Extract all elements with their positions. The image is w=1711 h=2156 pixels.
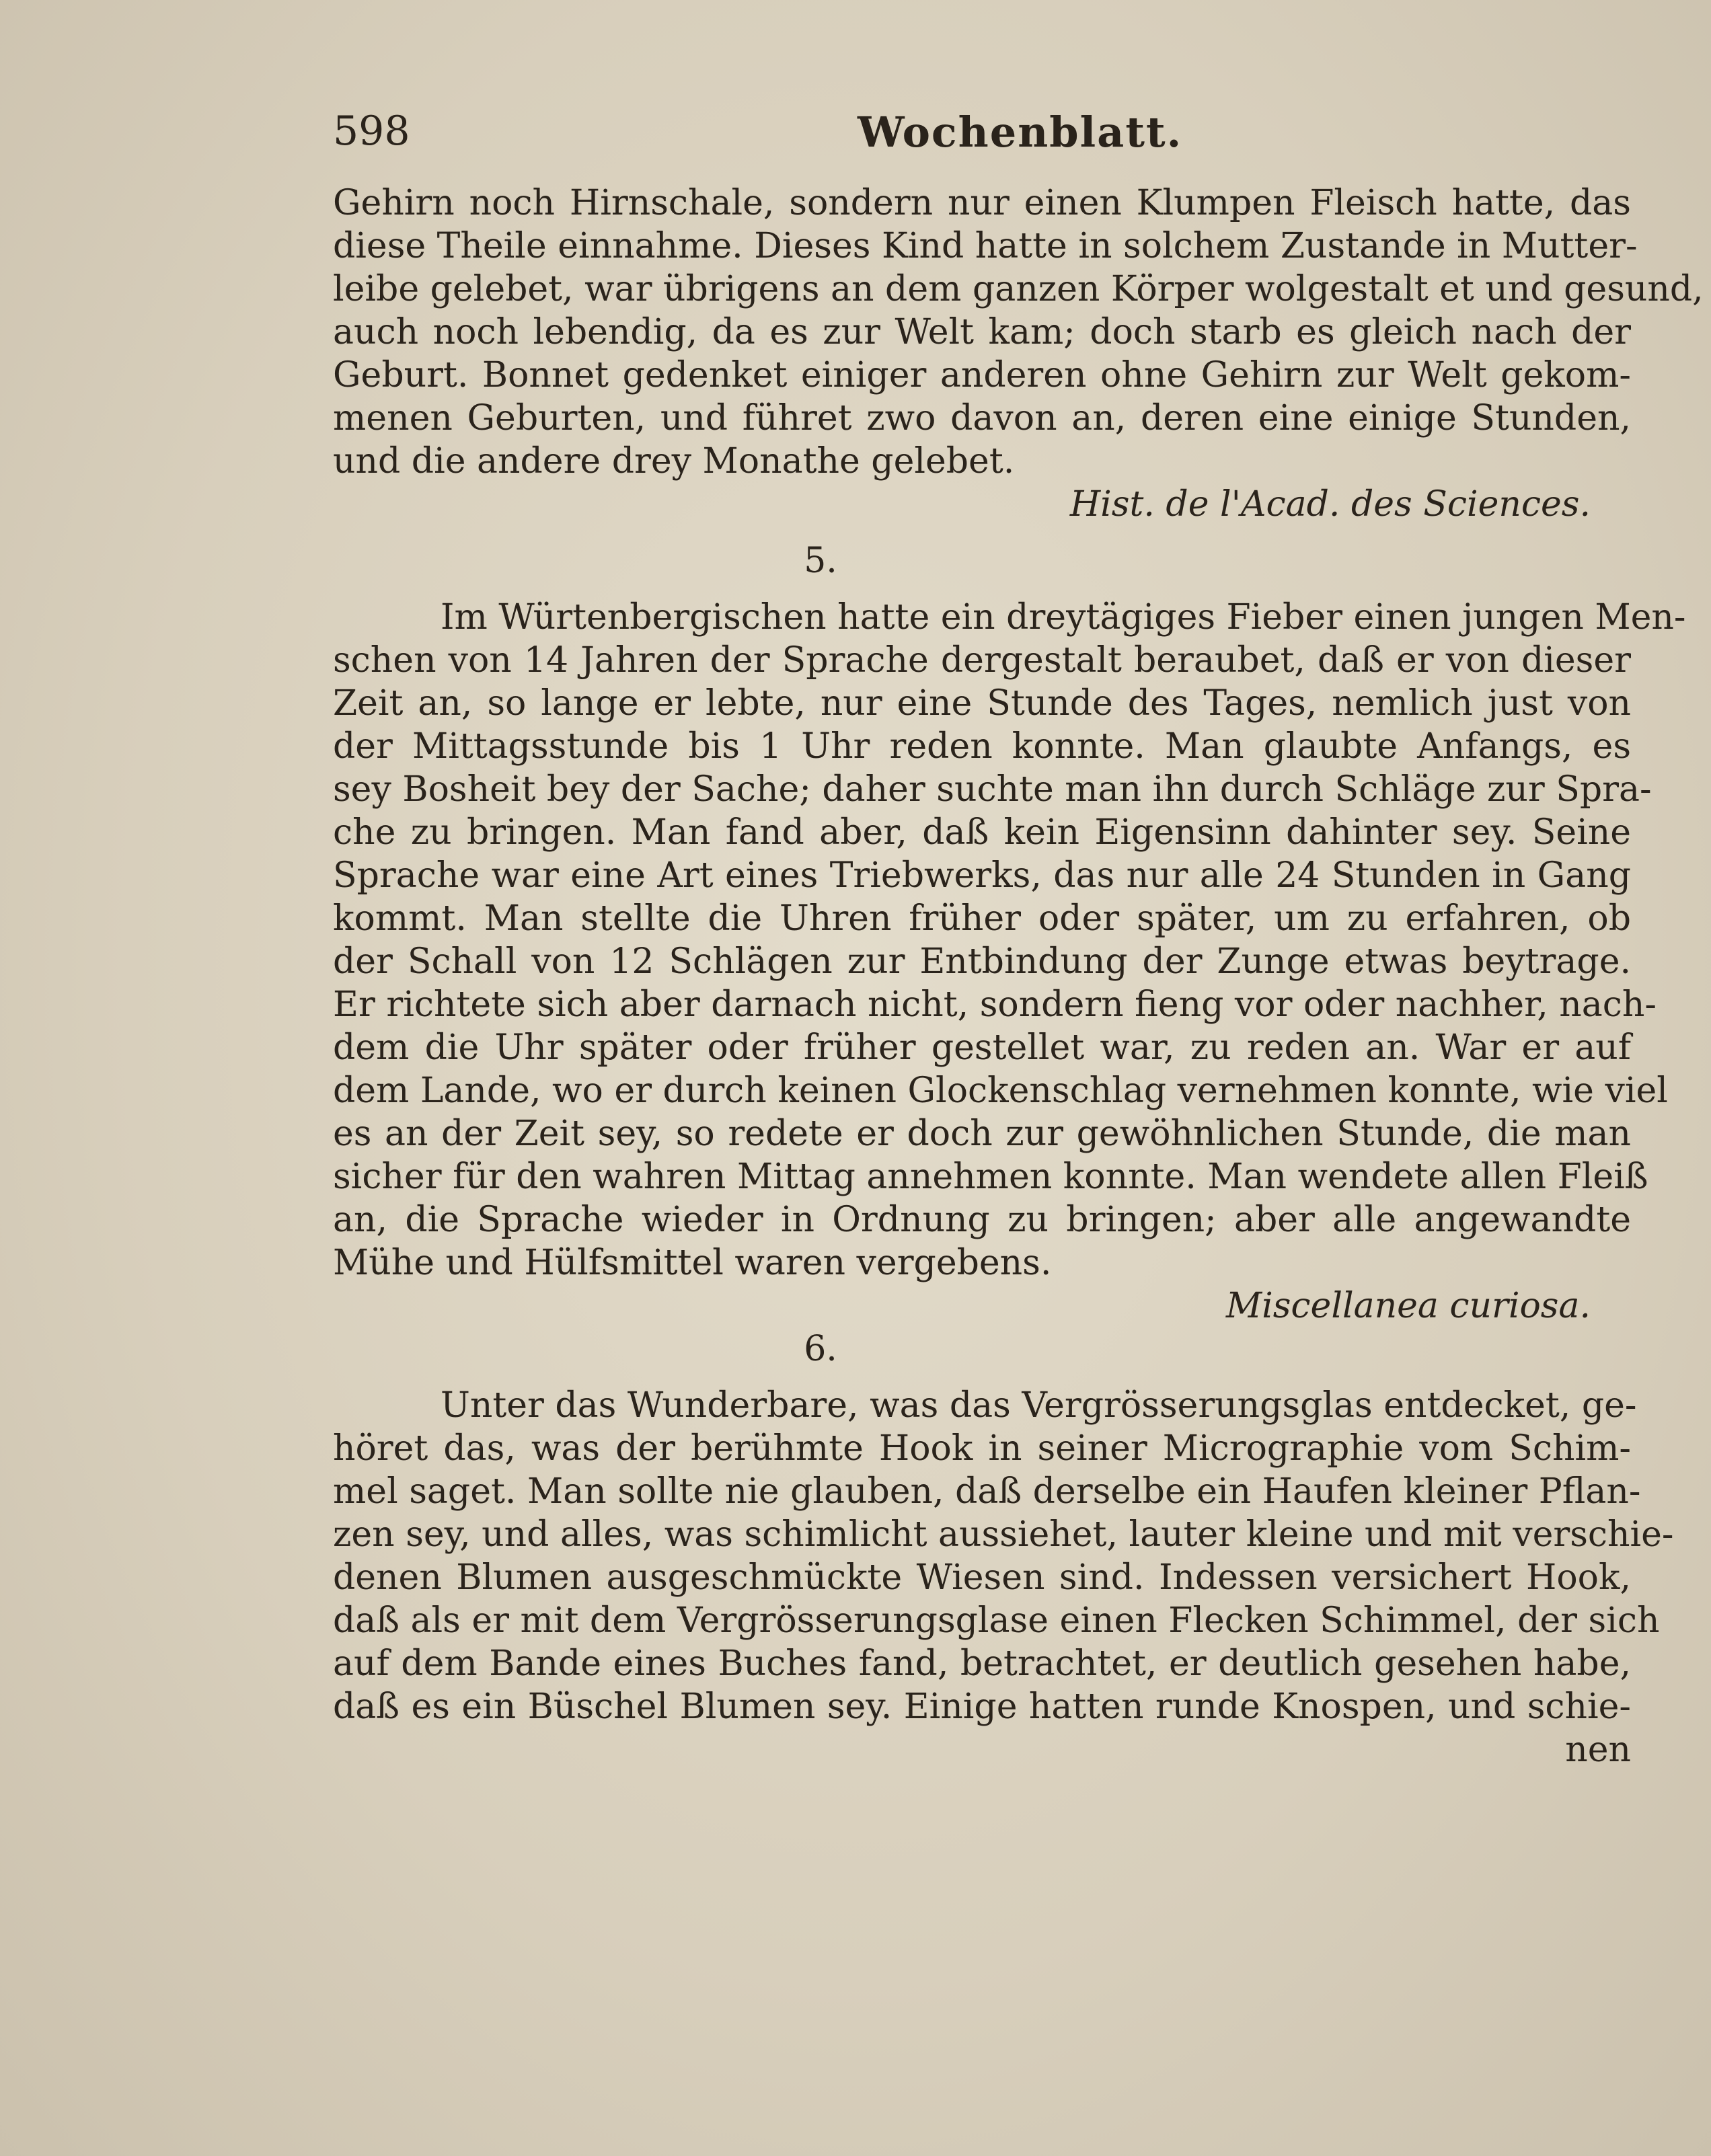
text-line: daß es ein Büschel Blumen sey. Einige hatten runde Knospen, und schie- — [333, 1687, 1631, 1727]
section-number: 5. — [804, 541, 837, 581]
text-line: schen von 14 Jahren der Sprache dergestalt beraubet, daß er von dieser — [333, 640, 1631, 681]
source-citation: Hist. de l'Acad. des Sciences. — [1069, 484, 1591, 525]
text-line: und die andere drey Monathe gelebet. — [333, 441, 1015, 482]
text-line: daß als er mit dem Vergrösserungsglase einen Flecken Schimmel, der sich — [333, 1601, 1660, 1641]
text-line: Zeit an, so lange er lebte, nur eine Stunde des Tages, nemlich just von — [333, 683, 1631, 724]
text-line: auf dem Bande eines Buches fand, betrachtet, er deutlich gesehen habe, — [333, 1644, 1631, 1684]
text-line: dem die Uhr später oder früher gestellet war, zu reden an. War er auf — [333, 1028, 1631, 1068]
paragraph-1 — [333, 182, 1704, 526]
text-line: menen Geburten, und führet zwo davon an, deren eine einige Stunden, — [333, 398, 1631, 438]
text-line: Mühe und Hülfsmittel waren vergebens. — [333, 1243, 1052, 1283]
text-line: zen sey, und alles, was schimlicht aussiehet, lauter kleine und mit verschie- — [333, 1514, 1674, 1555]
text-line: diese Theile einnahme. Dieses Kind hatte in solchem Zustande in Mutter- — [333, 226, 1638, 266]
section-5 — [333, 596, 1686, 1327]
text-line: der Schall von 12 Schlägen zur Entbindung der Zunge etwas beytrage. — [333, 941, 1631, 982]
source-citation: Miscellanea curiosa. — [1225, 1286, 1591, 1326]
text-line: auch noch lebendig, da es zur Welt kam; doch starb es gleich nach der — [333, 312, 1631, 352]
text-line: che zu bringen. Man fand aber, daß kein Eigensinn dahinter sey. Seine — [333, 812, 1631, 853]
page-number: 598 — [333, 108, 410, 155]
body-text — [333, 182, 1704, 1771]
text-line: der Mittagsstunde bis 1 Uhr reden konnte. Man glaubte Anfangs, es — [333, 726, 1631, 767]
spacer — [333, 526, 1631, 539]
text-line: sey Bosheit bey der Sache; daher suchte man ihn durch Schläge zur Spra- — [333, 769, 1652, 810]
running-title: Wochenblatt. — [858, 108, 1183, 157]
page-header — [333, 108, 1631, 168]
text-line: Gehirn noch Hirnschale, sondern nur einen Klumpen Fleisch hatte, das — [333, 183, 1631, 223]
text-line: kommt. Man stellte die Uhren früher oder später, um zu erfahren, ob — [333, 898, 1631, 939]
text-line: an, die Sprache wieder in Ordnung zu bringen; aber alle angewandte — [333, 1200, 1631, 1240]
text-line: Er richtete sich aber darnach nicht, sondern fieng vor oder nachher, nach- — [333, 985, 1657, 1025]
text-line: leibe gelebet, war übrigens an dem ganzen Körper wolgestalt et und gesund, — [333, 269, 1704, 309]
text-line: denen Blumen ausgeschmückte Wiesen sind. Indessen versichert Hook, — [333, 1557, 1631, 1598]
section-6 — [333, 1384, 1674, 1771]
text-line: dem Lande, wo er durch keinen Glockenschlag vernehmen konnte, wie viel — [333, 1071, 1668, 1111]
spacer — [333, 1371, 1631, 1384]
text-line: Im Würtenbergischen hatte ein dreytägiges Fieber einen jungen Men- — [441, 597, 1686, 638]
spacer — [333, 582, 1631, 596]
section-number: 6. — [804, 1329, 837, 1369]
text-line: es an der Zeit sey, so redete er doch zur gewöhnlichen Stunde, die man — [333, 1114, 1631, 1154]
text-line: sicher für den wahren Mittag annehmen konnte. Man wendete allen Fleiß — [333, 1157, 1648, 1197]
text-line: Sprache war eine Art eines Triebwerks, das nur alle 24 Stunden in Gang — [333, 855, 1631, 896]
text-line: höret das, was der berühmte Hook in seiner Micrographie vom Schim- — [333, 1428, 1631, 1469]
text-line: Unter das Wunderbare, was das Vergrösserungsglas entdecket, ge- — [441, 1385, 1637, 1426]
text-line: Geburt. Bonnet gedenket einiger anderen ohne Gehirn zur Welt gekom- — [333, 355, 1631, 395]
text-line: mel saget. Man sollte nie glauben, daß derselbe ein Haufen kleiner Pflan- — [333, 1471, 1641, 1512]
catchword: nen — [1565, 1730, 1631, 1770]
